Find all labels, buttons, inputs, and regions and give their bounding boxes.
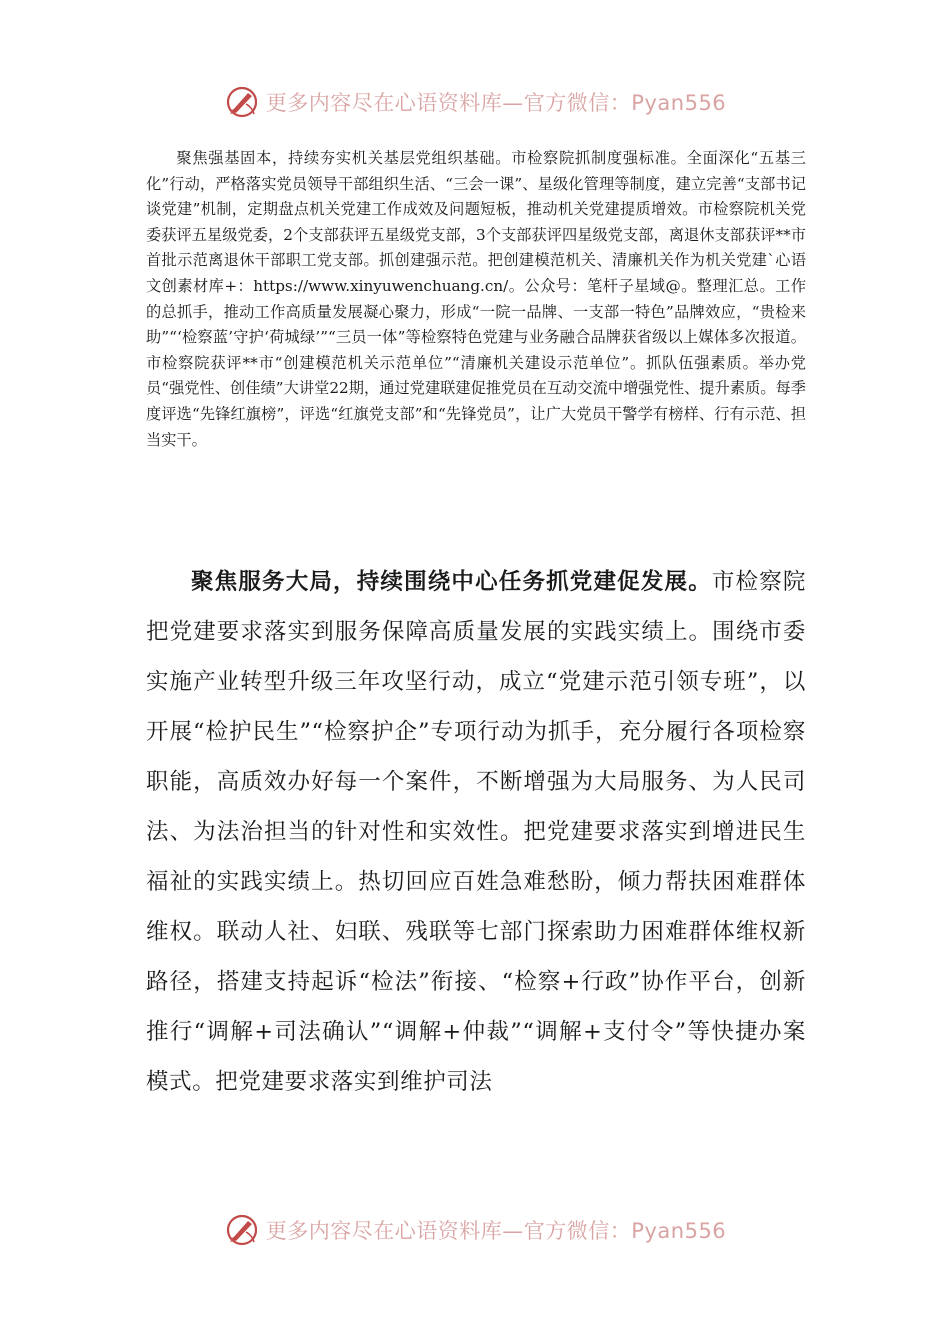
footer-banner-text: 更多内容尽在心语资料库—官方微信：Pyan556 — [265, 1219, 727, 1243]
paragraph-body-text: 市检察院把党建要求落实到服务保障高质量发展的实践实绩上。围绕市委实施产业转型升级三年攻坚行动，成立“党建示范引领专班”，以开展“检护民生”“检察护企”专项行动为抓手，充分履行各项检察职能，高质效办好每一个案件，不断增强为大局服务、为人民司法、为法治担当的针对性和实效性。把党建要求落实到增进民生福祉的实践实绩上。热切回应百姓急难愁盼，倾力帮扶困难群体维权。联动人社、妇联、残联等七部门探索助力困难群体维权新路径，搭建支持起诉“检法”衔接、“检察+行政”协作平台，创新推行“调解+司法确认”“调解+仲裁”“调解+支付令”等快捷办案模式。把党建要求落实到维护司法 — [146, 569, 807, 1095]
footer-banner — [0, 1212, 950, 1248]
paragraph-lead-heading: 聚焦服务大局，持续围绕中心任务抓党建促发展。 — [191, 569, 712, 595]
header-banner — [0, 84, 950, 120]
paragraph-party-building-foundation: 聚焦强基固本，持续夯实机关基层党组织基础。市检察院抓制度强标准。全面深化“五基三化”行动，严格落实党员领导干部组织生活、“三会一课”、星级化管理等制度，建立完善“支部书记谈党建”机制，定期盘点机关党建工作成效及问题短板，推动机关党建提质增效。市检察院机关党委获评五星级党委，2个支部获评五星级党支部，3个支部获评四星级党支部，离退休支部获评**市首批示范离退休干部职工党支部。抓创建强示范。把创建模范机关、清廉机关作为机关党建`心语文创素材库+：https://www.xinyuwenchuang.cn/。公众号：笔杆子星域@。整理汇总。工作的总抓手，推动工作高质量发展凝心聚力，形成“一院一品牌、一支部一特色”品牌效应，“贵检来助”“‘检察蓝’守护‘荷城绿’”“三员一体”等检察特色党建与业务融合品牌获省级以上媒体多次报道。市检察院获评**市“创建模范机关示范单位”“清廉机关建设示范单位”。抓队伍强素质。举办党员“强党性、创佳绩”大讲堂22期，通过党建联建促推党员在互动交流中增强党性、提升素质。每季度评选“先锋红旗榜”，评选“红旗党支部”和“先锋党员”，让广大党员干警学有榜样、行有示范、担当实干。 — [146, 149, 806, 449]
paragraph-serving-overall-situation — [146, 557, 806, 1107]
pen-nib-logo-icon — [224, 84, 260, 120]
header-banner-text: 更多内容尽在心语资料库—官方微信：Pyan556 — [265, 91, 727, 115]
pen-nib-logo-icon — [224, 1212, 260, 1248]
